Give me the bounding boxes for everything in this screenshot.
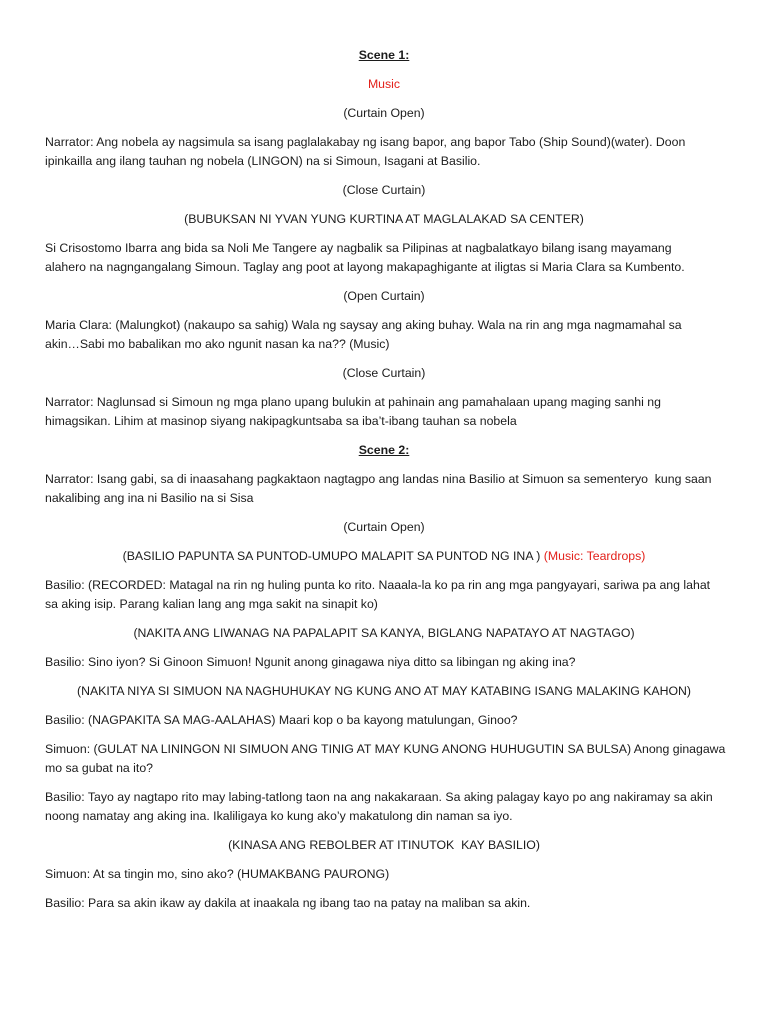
text-line: himagsikan. Lihim at masinop siyang nakipagkuntsaba sa iba’t-ibang tauhan sa nobela (45, 414, 517, 428)
music-cue-teardrops: (Music: Teardrops) (543, 549, 646, 563)
dialogue-basilio (45, 576, 723, 614)
text-line: Basilio: (RECORDED: Matagal na rin ng huling punta ko rito. Naaala-la ko pa rin ang mga pangyayari, sariwa pa ang lahat (45, 578, 711, 592)
text-line: Basilio: Tayo ay nagtapo rito may labing-tatlong taon na ang nakakaraan. Sa aking palagay kayo po ang nakiramay sa akin (45, 790, 713, 804)
dialogue-maria-clara (45, 316, 723, 354)
stage-direction-curtain-open: (Curtain Open) (343, 520, 425, 534)
text-line: Narrator: Naglunsad si Simoun ng mga plano upang bulukin at pahinain ang pamahalaan upang maging sanhi ng (45, 395, 661, 409)
narrator-line (45, 470, 723, 508)
script-page (45, 46, 726, 923)
stage-direction-with-music-cue (45, 547, 723, 566)
dialogue-basilio: Basilio: Sino iyon? Si Ginoon Simuon! Ngunit anong ginagawa niya ditto sa libingan ng aking ina? (45, 655, 576, 669)
narrator-line (45, 393, 723, 431)
narrator-line (45, 133, 723, 171)
stage-direction: (KINASA ANG REBOLBER AT ITINUTOK KAY BASILIO) (228, 838, 540, 852)
text-line: Maria Clara: (Malungkot) (nakaupo sa sahig) Wala ng saysay ang aking buhay. Wala na rin ang mga nagmamahal sa (45, 318, 682, 332)
narration-paragraph (45, 239, 723, 277)
text-line: akin…Sabi mo babalikan mo ako ngunit nasan ka na?? (Music) (45, 337, 390, 351)
stage-direction-close-curtain: (Close Curtain) (342, 366, 426, 380)
stage-direction: (BUBUKSAN NI YVAN YUNG KURTINA AT MAGLALAKAD SA CENTER) (184, 212, 584, 226)
text-line: alahero na nagngangalang Simoun. Taglay ang poot at layong makapaghigante at iligtas si Maria Clara sa Kumbento. (45, 260, 685, 274)
stage-direction-text: (BASILIO PAPUNTA SA PUNTOD-UMUPO MALAPIT SA PUNTOD NG INA ) (122, 549, 541, 563)
text-line: Narrator: Isang gabi, sa di inaasahang pagkaktaon nagtagpo ang landas nina Basilio at Simuon sa sementeryo kung saan (45, 472, 712, 486)
scene-1-heading: Scene 1: (358, 48, 410, 62)
text-line: Si Crisostomo Ibarra ang bida sa Noli Me Tangere ay nagbalik sa Pilipinas at nagbalatkayo bilang isang mayamang (45, 241, 672, 255)
stage-direction: (NAKITA NIYA SI SIMUON NA NAGHUHUKAY NG KUNG ANO AT MAY KATABING ISANG MALAKING KAHON) (76, 684, 692, 698)
dialogue-simuon: Simuon: At sa tingin mo, sino ako? (HUMAKBANG PAURONG) (45, 867, 390, 881)
text-line: ipinkailla ang ilang tauhan ng nobela (LINGON) na si Simoun, Isagani at Basilio. (45, 154, 481, 168)
text-line: Narrator: Ang nobela ay nagsimula sa isang paglalakabay ng isang bapor, ang bapor Tabo (Ship Sound)(water). Doon (45, 135, 686, 149)
dialogue-simuon (45, 740, 726, 778)
scene-2-heading: Scene 2: (358, 443, 410, 457)
text-line: nakalibing ang ina ni Basilio na si Sisa (45, 491, 254, 505)
dialogue-basilio: Basilio: (NAGPAKITA SA MAG-AALAHAS) Maari kop o ba kayong matulungan, Ginoo? (45, 713, 518, 727)
stage-direction-curtain-open: (Curtain Open) (343, 106, 425, 120)
music-cue: Music (367, 77, 401, 91)
text-line: noong namatay ang aking ina. Ikaliligaya ko kung ako’y makatulong din naman sa iyo. (45, 809, 513, 823)
text-line: sa aking isip. Parang kalian lang ang mga sakit na sinapit ko) (45, 597, 378, 611)
text-line: mo sa gubat na ito? (45, 761, 154, 775)
stage-direction: (NAKITA ANG LIWANAG NA PAPALAPIT SA KANYA, BIGLANG NAPATAYO AT NAGTAGO) (133, 626, 635, 640)
dialogue-basilio: Basilio: Para sa akin ikaw ay dakila at inaakala ng ibang tao na patay na maliban sa akin. (45, 896, 531, 910)
stage-direction-close-curtain: (Close Curtain) (342, 183, 426, 197)
text-line: Simuon: (GULAT NA LININGON NI SIMUON ANG TINIG AT MAY KUNG ANONG HUHUGUTIN SA BULSA) Anong ginagawa (45, 742, 726, 756)
stage-direction-open-curtain: (Open Curtain) (343, 289, 425, 303)
dialogue-basilio (45, 788, 723, 826)
